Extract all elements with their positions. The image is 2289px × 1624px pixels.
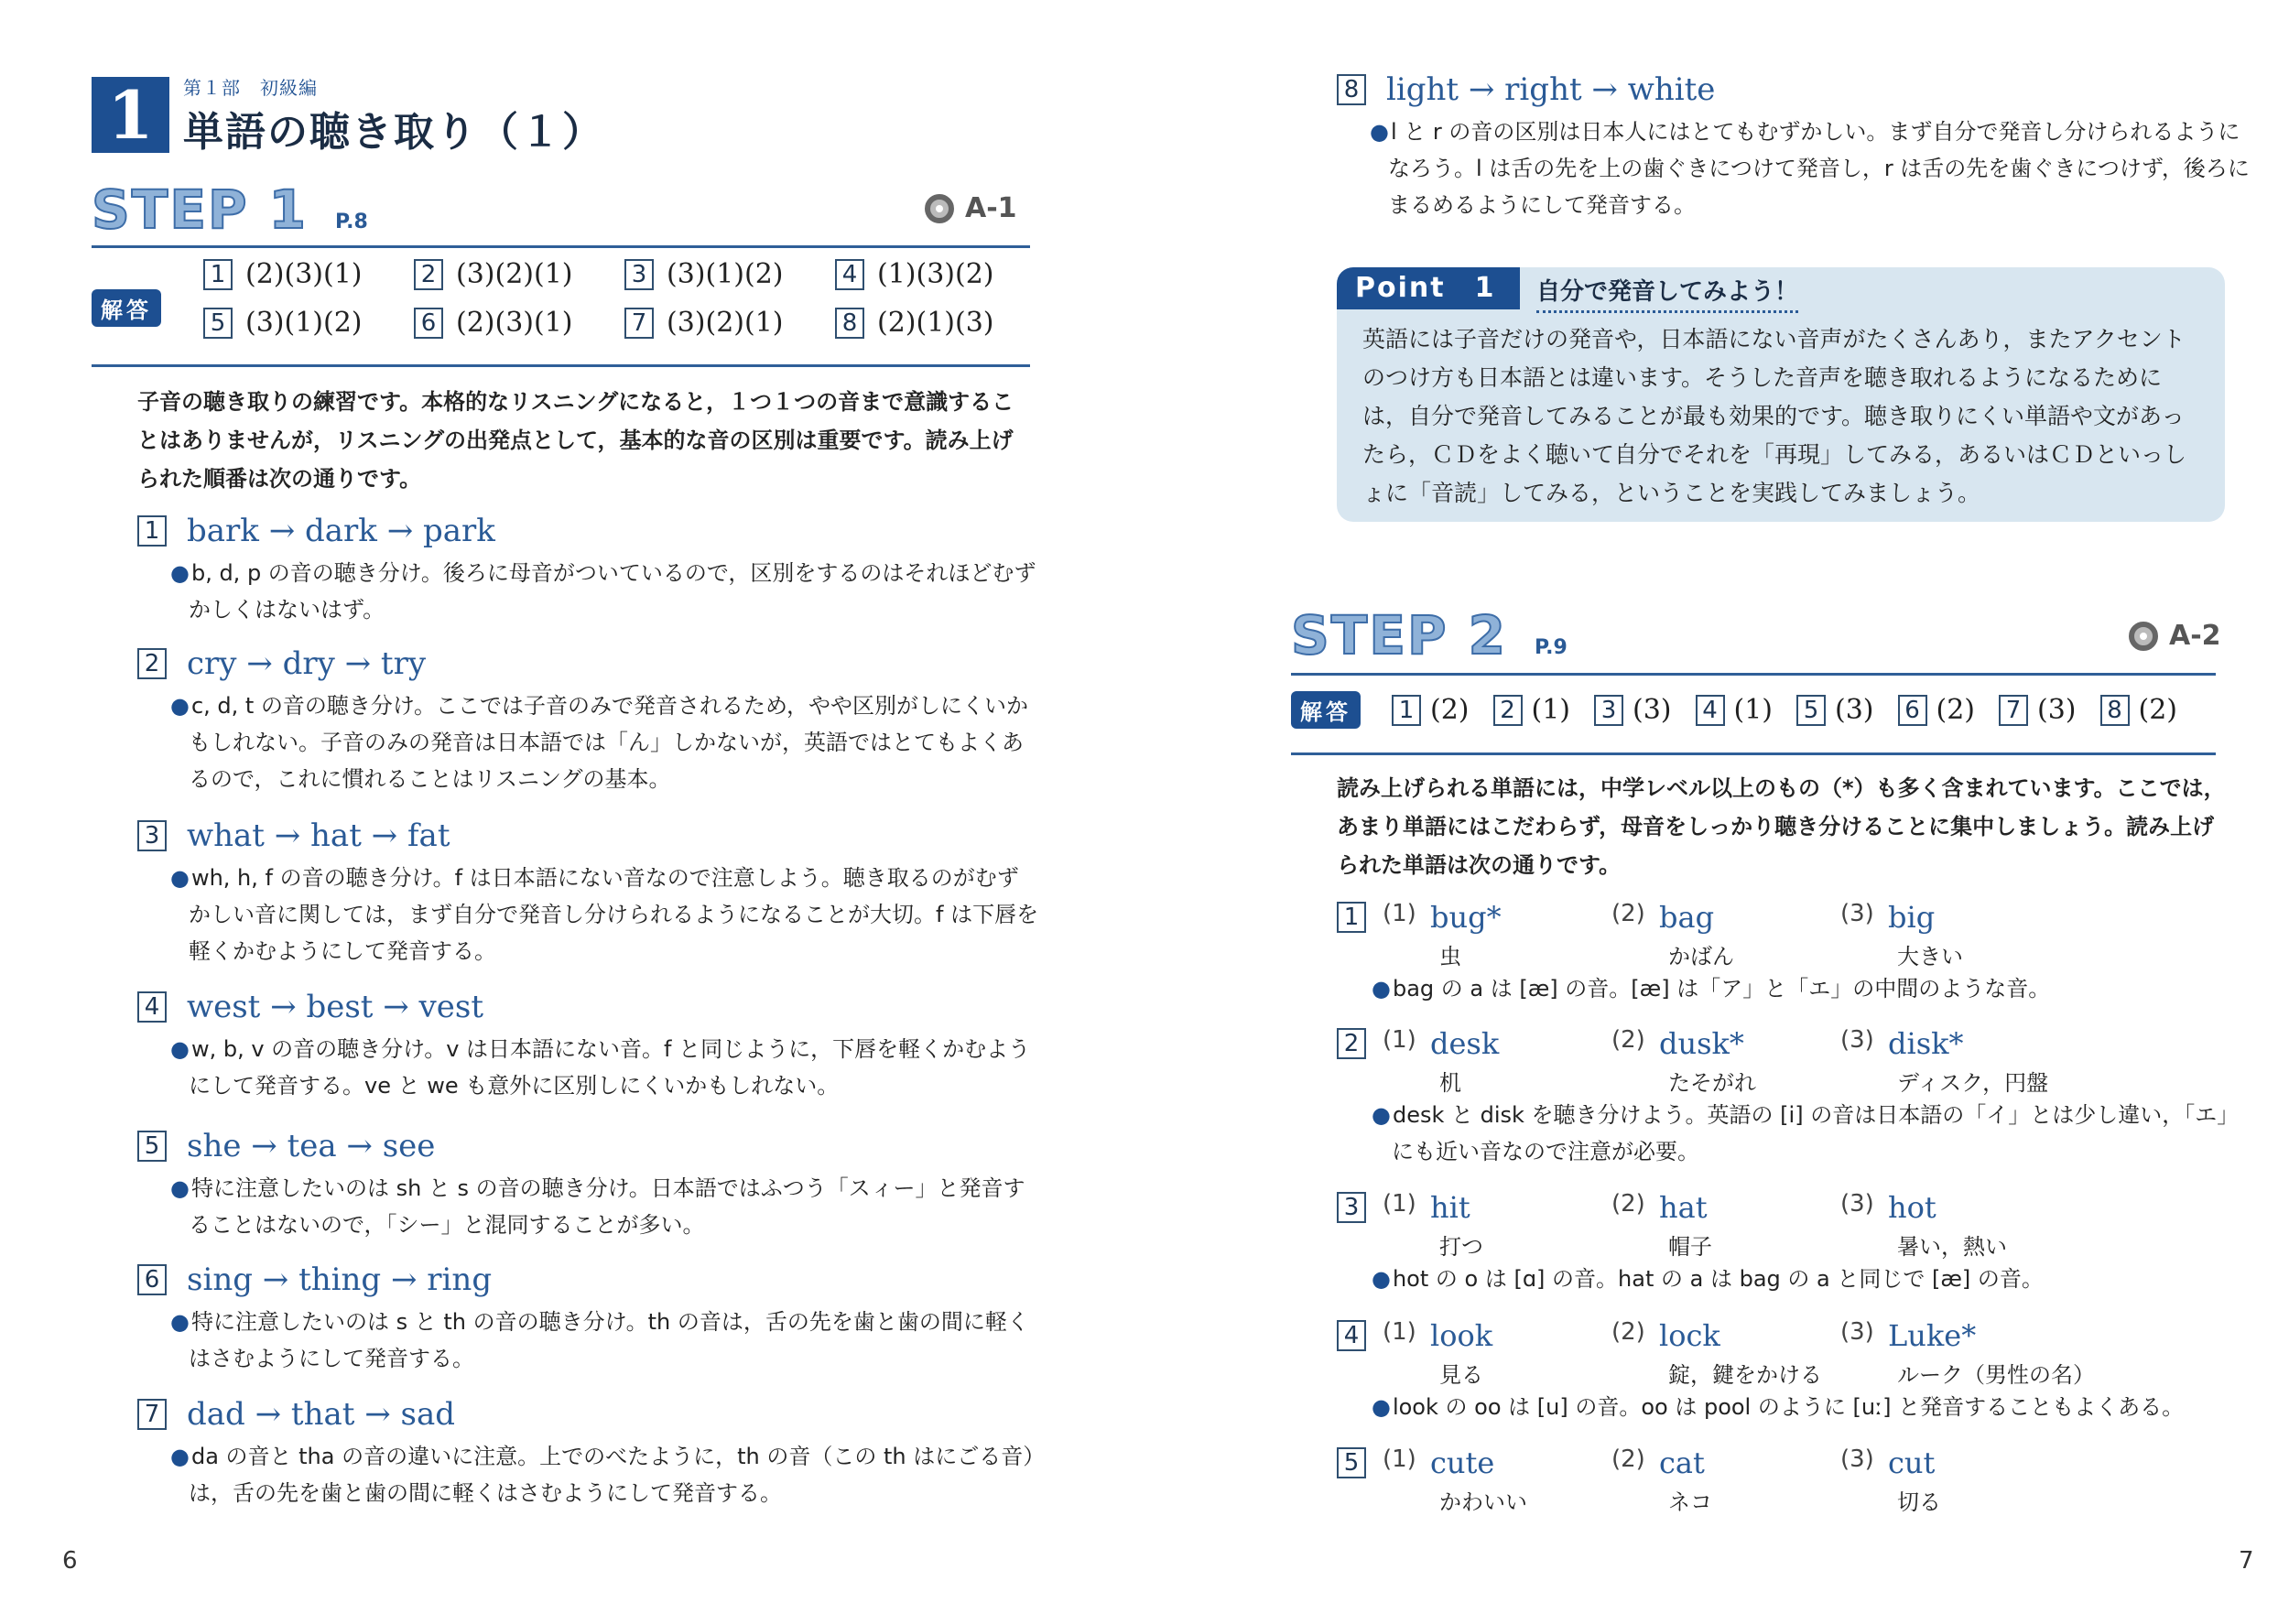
word: big (1888, 900, 1936, 935)
step2-answer-item (1696, 694, 1774, 726)
item-words: cry → dry → try (187, 645, 427, 682)
word-cell (1383, 900, 1611, 935)
item-note: ● 特に注意したいのは sh と s の音の聴き分け。日本語ではふつう「スィー」と発音することはないので，「シー」と混同することが多い。 (137, 1170, 1039, 1243)
step1-answer-item (624, 307, 835, 339)
word-cell (1611, 1026, 1840, 1061)
page-number: 6 (62, 1547, 78, 1575)
step2-answer-item (1493, 694, 1571, 726)
word-cell (1840, 1318, 2069, 1353)
word: hat (1659, 1190, 1708, 1225)
left-page (0, 0, 1144, 1624)
word-meaning: ルーク（男性の名） (1897, 1361, 2095, 1388)
item-number: 7 (137, 1399, 167, 1430)
page-number: 7 (2239, 1547, 2254, 1575)
item-words: sing → thing → ring (187, 1261, 493, 1298)
step1-answer-item (414, 258, 624, 290)
point-box (1337, 267, 2225, 522)
answer-number: 5 (1796, 695, 1826, 726)
word-cell (1840, 900, 2069, 935)
step2-answer-item (1999, 694, 2077, 726)
answer-value: (2) (1430, 694, 1470, 726)
word-index: (3) (1840, 1445, 1874, 1473)
row-note: ● hot の o は [ɑ] の音。hat の a は bag の a と同じで [æ] の音。 (1337, 1261, 2243, 1297)
word: dusk* (1659, 1026, 1744, 1061)
word-index: (1) (1383, 1026, 1416, 1054)
step2-word: STEP 2 (1291, 604, 1508, 666)
item-number: 2 (137, 648, 167, 679)
step1-item (137, 1396, 1039, 1511)
step1-track (925, 192, 1017, 224)
answer-number: 2 (1493, 695, 1523, 726)
divider (92, 364, 1030, 367)
step2-track-label: A-2 (2169, 620, 2221, 652)
word-cell (1383, 1445, 1611, 1480)
word: desk (1430, 1026, 1500, 1061)
step1-track-label: A-1 (965, 192, 1017, 224)
answer-number: 3 (624, 259, 654, 290)
step2-answer-row (1291, 691, 2201, 729)
answer-number: 7 (624, 308, 654, 339)
word-meaning: ディスク，円盤 (1897, 1069, 2049, 1096)
word-index: (2) (1611, 1026, 1645, 1054)
word: look (1430, 1318, 1493, 1353)
word-cell (1840, 1445, 2069, 1480)
step1-word: STEP 1 (92, 179, 309, 241)
step1-answer-grid (203, 258, 1046, 339)
step1-item (137, 1261, 1039, 1377)
point-badge: Point 1 (1337, 267, 1520, 309)
word: cute (1430, 1445, 1495, 1480)
word-index: (1) (1383, 900, 1416, 927)
step2-answer-item (1898, 694, 1976, 726)
row-note: ● bag の a は [æ] の音。[æ] は「ア」と「エ」の中間のような音。 (1337, 970, 2243, 1007)
point-body: 英語には子音だけの発音や，日本語にない音声がたくさんあり，またアクセントのつけ方も日本語とは違います。そうした音声を聴き取れるようになるためには，自分で発音してみることが最も効果的です。聴き取りにくい単語や文があったら，ＣＤをよく聴いて自分でそれを「再現」してみる，あるいはＣＤといっしょに「音読」してみる，ということを実践してみましょう。 (1362, 326, 2187, 506)
divider (1291, 752, 2216, 755)
answer-value: (2)(3)(1) (456, 307, 573, 339)
word: hit (1430, 1190, 1470, 1225)
step2-row (1337, 1023, 2243, 1170)
row-note: ● desk と disk を聴き分けよう。英語の [i] の音は日本語の「イ」とは少し違い，「エ」にも近い音なので注意が必要。 (1337, 1097, 2243, 1170)
answer-number: 1 (203, 259, 233, 290)
answer-value: (2) (1936, 694, 1975, 726)
word: lock (1659, 1318, 1720, 1353)
word-index: (3) (1840, 1190, 1874, 1218)
cd-icon (2129, 622, 2158, 651)
word-cell (1383, 1190, 1611, 1225)
row-number: 4 (1337, 1320, 1366, 1351)
step2-answer-list (1392, 694, 2201, 726)
divider (92, 245, 1030, 248)
answer-number: 6 (414, 308, 443, 339)
answer-value: (2)(1)(3) (877, 307, 994, 339)
divider (1291, 673, 2216, 676)
answer-value: (3)(1)(2) (245, 307, 363, 339)
row-note: ● look の oo は [u] の音。oo は pool のように [uː] と発音することもよくある。 (1337, 1389, 2243, 1425)
answer-number: 8 (2100, 695, 2130, 726)
step1-answer-item (203, 307, 414, 339)
item-number: 6 (137, 1264, 167, 1295)
item-number: 5 (137, 1131, 167, 1162)
step1-answer-item (203, 258, 414, 290)
step1-answer-item (835, 307, 1046, 339)
item-words: what → hat → fat (187, 817, 450, 854)
answer-value: (2)(3)(1) (245, 258, 363, 290)
word-index: (3) (1840, 900, 1874, 927)
word-cell (1611, 1318, 1840, 1353)
step1-item (137, 645, 1039, 797)
step1-item (137, 513, 1039, 628)
item-words: she → tea → see (187, 1128, 436, 1164)
answer-value: (3)(1)(2) (667, 258, 784, 290)
item-number: 1 (137, 515, 167, 547)
row-number: 2 (1337, 1028, 1366, 1059)
word-cell (1611, 1190, 1840, 1225)
step1-answer-item (414, 307, 624, 339)
word: bug* (1430, 900, 1502, 935)
word-cell (1611, 900, 1840, 935)
answer-value: (1) (1531, 694, 1570, 726)
row-number: 1 (1337, 902, 1366, 933)
step1-intro: 子音の聴き取りの練習です。本格的なリスニングになると，１つ１つの音まで意識することはありませんが，リスニングの出発点として，基本的な音の区別は重要です。読み上げられた順番は次の通りです。 (137, 389, 1014, 492)
word-cell (1383, 1318, 1611, 1353)
item-number: 3 (137, 820, 167, 851)
step2-intro: 読み上げられる単語には，中学レベル以上のもの（*）も多く含まれています。ここでは，あまり単語にはこだわらず，母音をしっかり聴き分けることに集中しましょう。読み上げられた単語は次の通りです。 (1337, 775, 2226, 878)
word: cat (1659, 1445, 1705, 1480)
word-cell (1383, 1026, 1611, 1061)
step2-answer-item (1796, 694, 1874, 726)
answer-value: (3)(2)(1) (667, 307, 784, 339)
answer-number: 2 (414, 259, 443, 290)
item-words: bark → dark → park (187, 513, 495, 549)
step2-page-ref: P.9 (1535, 636, 1568, 659)
step1-item (137, 1128, 1039, 1243)
row-number: 3 (1337, 1192, 1366, 1223)
item-note: ● b, d, p の音の聴き分け。後ろに母音がついているので，区別をするのはそれほどむずかしくはないはず。 (137, 555, 1039, 628)
item-note: ● c, d, t の音の聴き分け。ここでは子音のみで発音されるため，やや区別がしにくいかもしれない。子音のみの発音は日本語では「ん」しかないが，英語ではとてもよくあるので，これに慣れることはリスニングの基本。 (137, 687, 1039, 797)
word-meaning: 暑い，熱い (1897, 1233, 2007, 1260)
item-words: light → right → white (1386, 71, 1716, 108)
word-cell (1840, 1026, 2069, 1061)
right-page (1144, 0, 2289, 1624)
answer-value: (2) (2138, 694, 2177, 726)
item-note: ● 特に注意したいのは s と th の音の聴き分け。th の音は，舌の先を歯と歯の間に軽くはさむようにして発音する。 (137, 1304, 1039, 1377)
step1-page-ref: P.8 (335, 211, 368, 233)
word-cell (1611, 1445, 1840, 1480)
answer-value: (1)(3)(2) (877, 258, 994, 290)
word-index: (3) (1840, 1318, 1874, 1346)
word: Luke* (1888, 1318, 1977, 1353)
step2-row (1337, 1315, 2243, 1425)
step2-track (2129, 620, 2221, 652)
step2-row (1337, 1443, 2243, 1516)
point-title: 自分で発音してみよう！ (1536, 273, 1798, 313)
answer-value: (3) (2037, 694, 2077, 726)
step2-answer-item (2100, 694, 2178, 726)
word-meaning: かわいい (1439, 1489, 1527, 1515)
word-meaning: ネコ (1668, 1489, 1712, 1515)
answer-number: 7 (1999, 695, 2028, 726)
answer-number: 8 (835, 308, 864, 339)
word: bag (1659, 900, 1715, 935)
word-meaning: かばん (1668, 943, 1734, 969)
item-note: ● l と r の音の区別は日本人にはとてもむずかしい。まず自分で発音し分けられるようになろう。l は舌の先を上の歯ぐきにつけて発音し，r は舌の先を歯ぐきにつけず，後ろにまるめるようにして発音する。 (1337, 114, 2252, 223)
chapter-number-box: 1 (92, 77, 169, 153)
word-index: (1) (1383, 1318, 1416, 1346)
step1-answer-badge: 解答 (92, 289, 161, 327)
answer-value: (1) (1733, 694, 1773, 726)
item-words: west → best → vest (187, 989, 483, 1025)
word-meaning: 虫 (1439, 943, 1461, 969)
answer-number: 6 (1898, 695, 1927, 726)
word-meaning: 大きい (1897, 943, 1963, 969)
word-meaning: 打つ (1439, 1233, 1483, 1260)
step1-item (137, 989, 1039, 1104)
word-meaning: 机 (1439, 1069, 1461, 1096)
word-meaning: 錠，鍵をかける (1668, 1361, 1822, 1388)
step2-answer-item (1594, 694, 1672, 726)
step2-answer-badge: 解答 (1291, 691, 1361, 729)
step1-answer-item (835, 258, 1046, 290)
word-meaning: たそがれ (1668, 1069, 1756, 1096)
word: cut (1888, 1445, 1936, 1480)
word-meaning: 帽子 (1668, 1233, 1712, 1260)
step1-heading (92, 179, 368, 241)
step2-answer-item (1392, 694, 1470, 726)
word-meaning: 見る (1439, 1361, 1483, 1388)
answer-value: (3) (1633, 694, 1672, 726)
word-meaning: 切る (1897, 1489, 1941, 1515)
chapter-title: 単語の聴き取り（１） (183, 109, 604, 156)
answer-number: 5 (203, 308, 233, 339)
answer-number: 4 (835, 259, 864, 290)
row-number: 5 (1337, 1447, 1366, 1478)
word-index: (2) (1611, 1318, 1645, 1346)
step1-answer-item (624, 258, 835, 290)
step1-item (137, 817, 1039, 969)
cd-icon (925, 194, 954, 223)
item-note: ● da の音と tha の音の違いに注意。上でのべたように，th の音（この th はにごる音）は，舌の先を歯と歯の間に軽くはさむようにして発音する。 (137, 1438, 1039, 1511)
answer-number: 3 (1594, 695, 1623, 726)
step2-row (1337, 1187, 2243, 1297)
part-label: 第１部 初級編 (183, 77, 318, 99)
word: hot (1888, 1190, 1936, 1225)
word: disk* (1888, 1026, 1964, 1061)
word-index: (2) (1611, 900, 1645, 927)
answer-number: 1 (1392, 695, 1421, 726)
word-index: (1) (1383, 1190, 1416, 1218)
item-number: 4 (137, 991, 167, 1023)
word-cell (1840, 1190, 2069, 1225)
answer-value: (3) (1835, 694, 1874, 726)
answer-value: (3)(2)(1) (456, 258, 573, 290)
word-index: (1) (1383, 1445, 1416, 1473)
item-note: ● wh, h, f の音の聴き分け。f は日本語にない音なので注意しよう。聴き取るのがむずかしい音に関しては，まず自分で発音し分けられるようになることが大切。f は下唇を軽くかむようにして発音する。 (137, 860, 1039, 969)
item-note: ● w, b, v の音の聴き分け。v は日本語にない音。f と同じように，下唇を軽くかむようにして発音する。ve と we も意外に区別しにくいかもしれない。 (137, 1031, 1039, 1104)
item-words: dad → that → sad (187, 1396, 455, 1433)
answer-number: 4 (1696, 695, 1725, 726)
item-number: 8 (1337, 74, 1366, 105)
word-index: (2) (1611, 1190, 1645, 1218)
step2-heading (1291, 604, 1568, 666)
word-index: (2) (1611, 1445, 1645, 1473)
step2-row (1337, 897, 2243, 1007)
word-index: (3) (1840, 1026, 1874, 1054)
step1-item-8 (1337, 71, 2252, 223)
